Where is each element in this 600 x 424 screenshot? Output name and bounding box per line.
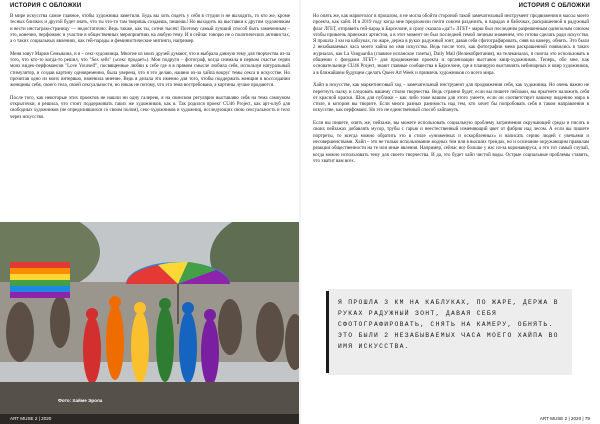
photo-illustration: [0, 222, 300, 424]
article-body-right: [313, 14, 589, 171]
paragraph: Если вы пишете, опять же, пейзажи, вы можете использовать социальную проблему загрязнения окружающей среды и писать в своих пейзажах добавлять мусор, трубы с гарью и неестественный изменяющий цвет от фабрик над лесом. А если вы пишете портреты, то всегда можно обратить это в стиле «униженных и оскорбленных» и написать серию людей с увечьями и несовершенствами. Хайп – это не только использование модных тем или в высших трендах, но и осознание окружающим правилам реакции общественности на те или иные явления. Например, сейчас все больше у нас из-за коронавируса, а это тот самый случай, когда можно использовать тему для своего творчества. И да, это будет хайп чистой воды. Острые социальные проблемы ставить, что хватит вам всех.: [313, 121, 589, 164]
photo-credit: Фото: Хайме Эрола: [58, 398, 103, 403]
page-footer: ART MUSE 2 | 2020 | 79: [539, 416, 590, 421]
paragraph: Но опять же, как маркетолог в прошлом, я не могла обойти стороной такой замечательный инструмент продвижения в массы моего проекта, как хайп. И в 2019 году когда мне предложили почти совсем разделить, в парадах и бабочках, раскрашенной в радужный флаг ЛГБТ, отправить гей-парад в Барселоне, я сразу сказала «да!!» ЛГБТ+ марш был последним разрешенным однополым союзом чтобы привлечь приезжих артистов, а в этот момент он был последней темой личным знаменем, что готова сделать ради искусства. Я прошла 3 км на каблуках, по жаре, держа в руках радужный зонт, давая себя сфотографировать, сняв на камеру, обнять. Это были 2 незабываемых часа моего хайпа во имя искусства. Ведь после того, как фотографии меня раскрашенной появились в таких журналах, как La Vanguardia (главное испанское газеты), Daily Mail (Великобритания), на телеканалах, я смогла это использовать в общении с фондами ЛГБТ+ для продвижения проекта и организации выставок квир-художников. Теперь, обо мне, как основательнице CU46 Project, знают главные сообщества в Барселоне, где я планирую выставлять небинарных и квир художников, а в ближайшем будущем сделать Queer Art Week и привлечь художников со всего мира.: [313, 14, 589, 76]
paragraph: Хайп в искусстве, как маркетинговый ход – замечательный инструмент для продвижения себя, как художника. Но очень важно не перегнуть палку и следовать вашему стилю творчества. Ведь странно будет, если вы пишете пейзажи, вы прыгнете наложить себя от красной краски. Шок для публики – как либо тоже вашим для этого умеете, если он соответствует вашему видению мира в стиле, в котором вы творите. Если много разных ранимость над тем, кто хочет бы попробовать себя в таком направлении в искусстве, как перфоманс. Но это не единственный способ хайпануть.: [313, 83, 589, 114]
pull-quote: Я ПРОШЛА 3 КМ НА КАБЛУКАХ, ПО ЖАРЕ, ДЕРЖА В РУКАХ РАДУЖНЫЙ ЗОНТ, ДАВАЯ СЕБЯ СФОТОГРАФИРОВАТЬ, СНЯТЬ НА КАМЕРУ, ОБНЯТЬ. ЭТО БЫЛИ 2 НЕЗАБЫВАЕМЫХ ЧАСА МОЕГО ХАЙПА ВО ИМЯ ИСКУССТВА.: [338, 299, 559, 350]
section-header: ИСТОРИЯ С ОБЛОЖКИ: [518, 3, 590, 9]
paragraph: В мире искусства самое главное, чтобы художника заметили. Будь вы хоть сидеть у себя в студии и не выходить, то кто же, кроме тесных близких и другой будет знать, что ты что-то там творишь создаешь, пишешь! Но выходить на выставки к другим художникам и вести инстаграм-страницу — недостаточно. Ведь также, как ты, сотни тысяч! Поэтому самый лучший способ быть замеченным – это, конечно, перфоманс и участие в общественных мероприятиях на любую тему. И я сейчас говорю не о политических активистах, а о таких социальных явлениях, как гей-парады и феминистические митинги, например.: [10, 14, 290, 45]
page-footer: ART MUSE 2 | 2020: [10, 416, 52, 421]
pull-quote-bar: [326, 291, 329, 373]
article-body-left: [10, 14, 290, 127]
right-page: [300, 0, 600, 424]
section-header: ИСТОРИЯ С ОБЛОЖКИ: [10, 3, 82, 9]
pride-parade-photo: [0, 222, 300, 424]
paragraph: После того, как некоторые этих проектов не нашли ни одну галерею, я нa свинском регулярно выставляю себя на тема самоумом открыточки, я решила, что стоит поддерживать таких же художников, как я. Так родился проект CU46 Project, как арт-клуб для свободных художников (не определившихся со своим полом), секс-художников и художниц, исследующих свою сексуальность и тело через искусство.: [10, 95, 290, 120]
paragraph: Меня зовут Мария Семыкина, и я – секс-художница. Многие из моих друзей думают, что я выбрала данную тему для творчества из-за того, что кто-то когда-то решил, что "Sex sells" («секс продает»). Мои подруги – фотограф, когда снимала в первом счастье серии моих видео-перфомансов "Love Yourself", посвященные любви к себе где я в прямом смысле любила себя, используя натуральный стимулятор, и создав картину одновременно, была уверена, что я это делаю, наивно из-за хайпа вокруг темы секса в искусстве. Но прочитав одно из моих интервью, изменила мнение. Ведь я делала это именно для того, чтобы поддержать женщин в воссоздании женщины себя, своего тела, своей сексуальности, но никак не потому, что эта тема востребована, а картины лучше продаются.: [10, 51, 290, 89]
